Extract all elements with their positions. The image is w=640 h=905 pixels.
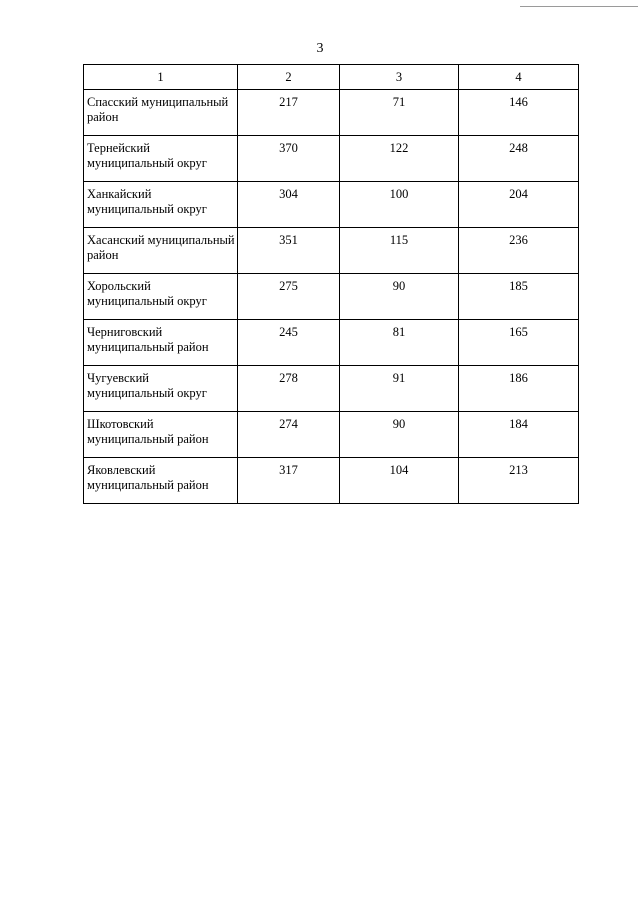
district-name: Хорольский муниципальный округ bbox=[84, 274, 238, 320]
value-col-4: 248 bbox=[459, 136, 579, 182]
table-row bbox=[84, 90, 579, 136]
column-header-2: 2 bbox=[238, 65, 340, 90]
table-row bbox=[84, 366, 579, 412]
table-row bbox=[84, 412, 579, 458]
value-col-4: 165 bbox=[459, 320, 579, 366]
value-col-4: 186 bbox=[459, 366, 579, 412]
value-col-4: 185 bbox=[459, 274, 579, 320]
table-row bbox=[84, 228, 579, 274]
value-col-4: 184 bbox=[459, 412, 579, 458]
value-col-3: 90 bbox=[340, 274, 459, 320]
value-col-3: 81 bbox=[340, 320, 459, 366]
value-col-3: 90 bbox=[340, 412, 459, 458]
data-table bbox=[83, 64, 579, 504]
value-col-4: 146 bbox=[459, 90, 579, 136]
value-col-3: 115 bbox=[340, 228, 459, 274]
table-row bbox=[84, 136, 579, 182]
value-col-3: 100 bbox=[340, 182, 459, 228]
value-col-2: 351 bbox=[238, 228, 340, 274]
value-col-3: 71 bbox=[340, 90, 459, 136]
column-header-4: 4 bbox=[459, 65, 579, 90]
table-row bbox=[84, 182, 579, 228]
district-name: Тернейский муниципальный округ bbox=[84, 136, 238, 182]
table-row bbox=[84, 320, 579, 366]
top-rule bbox=[520, 6, 638, 7]
district-name: Черниговский муниципальный район bbox=[84, 320, 238, 366]
district-name: Яковлевский муниципальный район bbox=[84, 458, 238, 504]
column-header-1: 1 bbox=[84, 65, 238, 90]
value-col-4: 204 bbox=[459, 182, 579, 228]
value-col-3: 122 bbox=[340, 136, 459, 182]
value-col-2: 304 bbox=[238, 182, 340, 228]
column-header-3: 3 bbox=[340, 65, 459, 90]
page-number: 3 bbox=[316, 41, 324, 56]
value-col-2: 275 bbox=[238, 274, 340, 320]
value-col-2: 274 bbox=[238, 412, 340, 458]
value-col-4: 213 bbox=[459, 458, 579, 504]
value-col-2: 370 bbox=[238, 136, 340, 182]
value-col-2: 278 bbox=[238, 366, 340, 412]
value-col-2: 317 bbox=[238, 458, 340, 504]
table-row bbox=[84, 458, 579, 504]
value-col-3: 91 bbox=[340, 366, 459, 412]
value-col-3: 104 bbox=[340, 458, 459, 504]
district-name: Ханкайский муниципальный округ bbox=[84, 182, 238, 228]
district-name: Шкотовский муниципальный район bbox=[84, 412, 238, 458]
district-name: Чугуевский муниципальный округ bbox=[84, 366, 238, 412]
table-header-row bbox=[84, 65, 579, 90]
district-name: Хасанский муниципальный район bbox=[84, 228, 238, 274]
table-row bbox=[84, 274, 579, 320]
value-col-4: 236 bbox=[459, 228, 579, 274]
value-col-2: 245 bbox=[238, 320, 340, 366]
value-col-2: 217 bbox=[238, 90, 340, 136]
district-name: Спасский муниципальный район bbox=[84, 90, 238, 136]
